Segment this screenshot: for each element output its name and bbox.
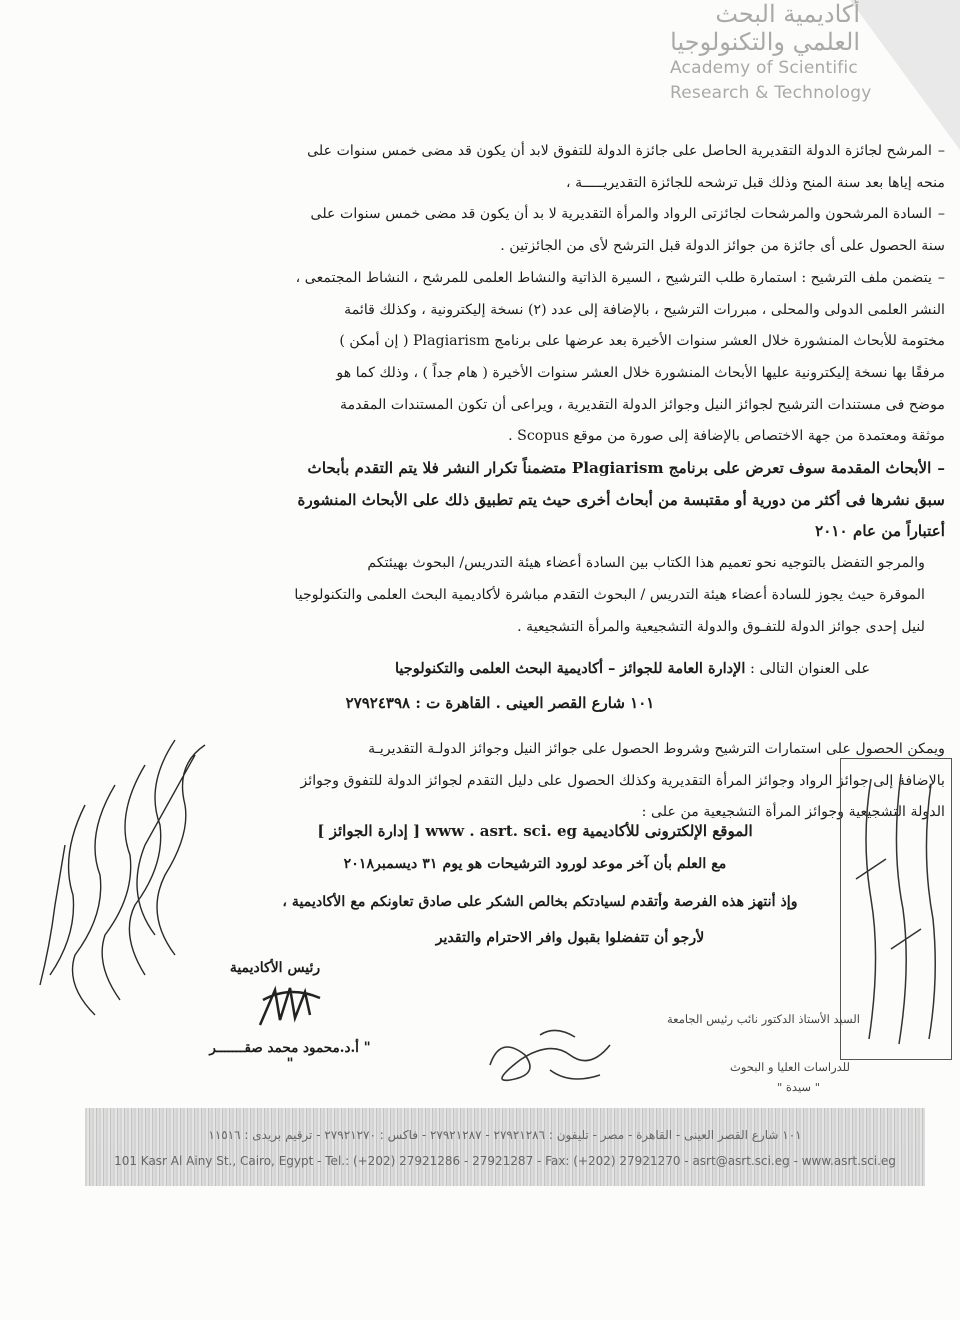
paragraph-line: مرفقًا بها نسخة إليكترونية عليها الأبحاث المنشورة خلال العشر سنوات الأخيرة ( هام جداً ) ، وذلك كما هو xyxy=(336,364,945,381)
closing-line: وإذ أنتهز هذه الفرصة وأتقدم لسيادتكم بخالص الشكر على صادق تعاونكم مع الأكاديمية ، xyxy=(282,894,798,910)
signatory-name: " أ.د.محمود محمد صقـــــــر " xyxy=(209,1040,371,1072)
paragraph-line: موثقة ومعتمدة من جهة الاختصاص بالإضافة إلى صورة من موقع Scopus . xyxy=(508,428,945,445)
recipient-line1: السيد الأستاذ الدكتور نائب رئيس الجامعة xyxy=(667,1012,860,1026)
paragraph-3 xyxy=(215,263,945,453)
website-url: www . asrt. sci. eg xyxy=(425,822,577,840)
paragraph-line: سبق نشرها فى أكثر من دورية أو مقتبسة من أبحاث أخرى حيث يتم تطبيق ذلك على الأبحاث المنشورة xyxy=(297,490,945,509)
paragraph-line: أعتباراً من عام ٢٠١٠ xyxy=(815,522,945,541)
handwritten-signature xyxy=(480,1025,630,1095)
address-street: ١٠١ شارع القصر العينى . القاهرة ت : ٢٧٩٢٤٣٩٨ xyxy=(345,694,655,712)
letterhead-arabic-line1: أكاديمية البحث xyxy=(715,0,860,28)
recipient-line3: " سيدة " xyxy=(776,1080,820,1094)
deadline-note: مع العلم بأن آخر موعد لورود الترشيحات هو يوم ٣١ ديسمبر٢٠١٨ xyxy=(343,856,727,872)
address-value: الإدارة العامة للجوائز – أكاديمية البحث العلمى والتكنولوجيا xyxy=(395,660,746,677)
letterhead-english-line1: Academy of Scientific xyxy=(670,58,858,78)
stamp-handwriting xyxy=(841,759,951,1059)
paragraph-line: سنة الحصول على أى جائزة من جوائز الدولة قبل الترشح لأى من الجائزتين . xyxy=(500,238,945,255)
paragraph-5 xyxy=(215,548,945,643)
footer-arabic: ١٠١ شارع القصر العينى - القاهرة - مصر - تليفون : ٢٧٩٢١٢٨٦ - ٢٧٩٢١٢٨٧ - فاكس : ٢٧٩٢١٢٧٠ - ترقيم بريدى : ١١٥١٦ xyxy=(208,1128,802,1142)
paragraph-line: منحه إياها بعد سنة المنح وذلك قبل ترشحه للجائزة التقديريـــــة ، xyxy=(566,174,945,191)
address-line xyxy=(320,660,945,677)
letter-body xyxy=(215,136,945,643)
paragraph-line: موضح فى مستندات الترشيح لجوائز النيل وجوائز الدولة التقديرية ، ويراعى أن تكون المستندات المقدمة xyxy=(340,396,945,413)
paragraph-line: – يتضمن ملف الترشيح : استمارة طلب الترشيح ، السيرة الذاتية والنشاط العلمى للمرشح ، النشاط المجتمعى ، xyxy=(296,270,945,286)
availability-line: الدولة التشجيعية وجوائز المرأة التشجيعية من على : xyxy=(641,804,945,821)
paragraph-line: الموقرة حيث يجوز للسادة أعضاء هيئة التدريس / البحوث التقدم مباشرة لأكاديمية البحث العلمى والتكنولوجيا xyxy=(294,586,925,603)
regards-line: لأرجو أن تتفضلوا بقبول وافر الاحترام والتقدير xyxy=(435,930,705,946)
website-label: الموقع الإلكترونى للأكاديمية xyxy=(582,822,753,840)
website-section: [ إدارة الجوائز ] xyxy=(317,822,421,840)
paragraph-4-plagiarism xyxy=(215,453,945,548)
paragraph-line: – الأبحاث المقدمة سوف تعرض على برنامج Plagiarism متضمناً تكرار النشر فلا يتم التقدم بأبحاث xyxy=(308,459,945,477)
paragraph-line: مختومة للأبحاث المنشورة خلال العشر سنوات الأخيرة بعد عرضها على برنامج Plagiarism ( إن أمكن ) xyxy=(339,333,945,350)
paragraph-line: – السادة المرشحون والمرشحات لجائزتى الرواد والمرأة التقديرية لا بد أن يكون قد مضى خمس سنوات على xyxy=(311,206,945,222)
paragraph-line: لنيل إحدى جوائز الدولة للتفـوق والدولة التشجيعية والمرأة التشجيعية . xyxy=(517,618,925,635)
website-line xyxy=(300,822,770,840)
address-label: على العنوان التالى : xyxy=(750,661,870,677)
paragraph-line: النشر العلمى الدولى والمحلى ، مبررات الترشيح ، بالإضافة إلى عدد (٢) نسخة إليكترونية ، وكذلك قائمة xyxy=(344,301,945,318)
footer-english: 101 Kasr Al Ainy St., Cairo, Egypt - Tel.: (+202) 27921286 - 27921287 - Fax: (+202) 27921270 - asrt@asrt.sci.eg - www.asrt.sci.eg xyxy=(114,1154,896,1168)
signature-scribble xyxy=(255,980,325,1035)
recipient-line2: للدراسات العليا و البحوث xyxy=(730,1060,850,1074)
availability-paragraph xyxy=(210,734,945,829)
letterhead-english-line2: Research & Technology xyxy=(670,83,872,103)
paragraph-2 xyxy=(215,199,945,262)
letterhead xyxy=(660,0,890,106)
paragraph-line: والمرجو التفضل بالتوجيه نحو تعميم هذا الكتاب بين السادة أعضاء هيئة التدريس/ البحوث بهيئتكم xyxy=(367,555,925,572)
letterhead-arabic-line2: العلمي والتكنولوجيا xyxy=(670,28,860,56)
incoming-stamp xyxy=(840,758,952,1060)
letterhead-footer xyxy=(85,1108,925,1186)
paragraph-line: – المرشح لجائزة الدولة التقديرية الحاصل على جائزة الدولة للتفوق لابد أن يكون قد مضى خمس سنوات على xyxy=(307,143,945,159)
availability-line: ويمكن الحصول على استمارات الترشيح وشروط الحصول على جوائز النيل وجوائز الدولـة التقديريـة xyxy=(368,741,945,757)
handwritten-margin-note xyxy=(25,725,225,1025)
availability-line: بالإضافة إلى جوائز الرواد وجوائز المرأة التقديرية وكذلك الحصول على دليل التقدم لجوائز الدولة للتفوق وجوائز xyxy=(300,772,945,789)
signatory-title: رئيس الأكاديمية xyxy=(229,960,321,976)
paragraph-1 xyxy=(215,136,945,199)
